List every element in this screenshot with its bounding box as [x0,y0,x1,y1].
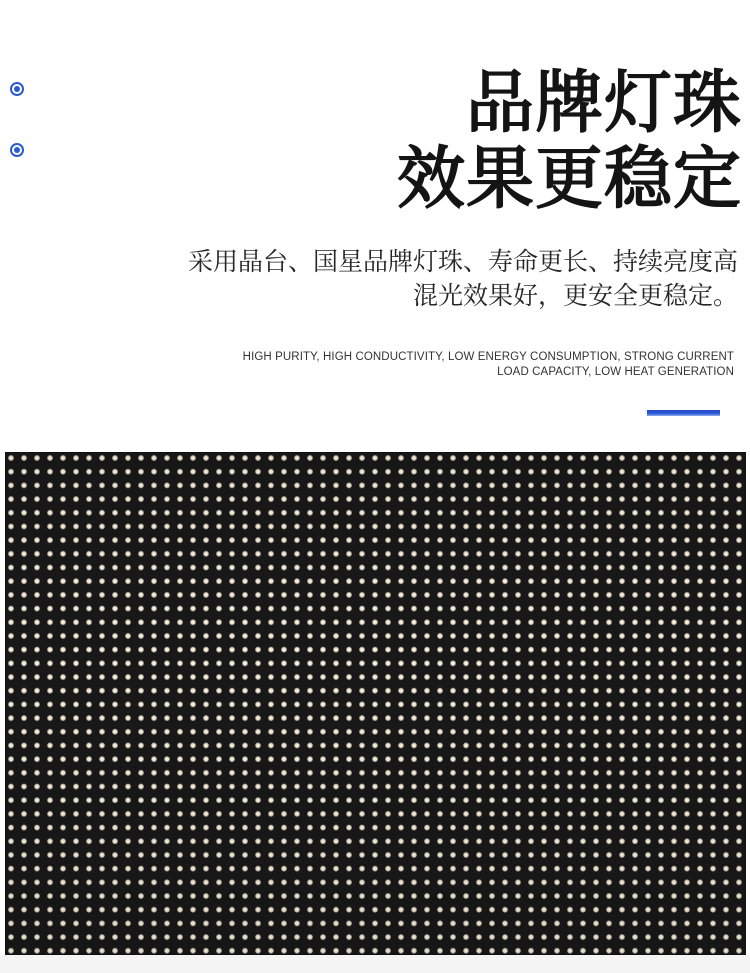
accent-bar [647,410,720,416]
english-caption-line-1: HIGH PURITY, HIGH CONDUCTIVITY, LOW ENERGY CONSUMPTION, STRONG CURRENT [242,351,734,363]
english-caption-line-2: LOAD CAPACITY, LOW HEAT GENERATION [497,366,734,378]
description-line-2: 混光效果好，更安全更稳定。 [412,281,738,310]
description-line-1: 采用晶台、国星品牌灯珠、寿命更长、持续亮度高 [187,247,738,276]
headline-line-2: 效果更稳定 [396,140,742,219]
bottom-strip [0,955,750,973]
radio-dot-icon [10,143,24,157]
radio-dot-icon [10,82,24,96]
headline-line-1: 品牌灯珠 [465,64,742,143]
led-panel-photo [5,452,746,955]
